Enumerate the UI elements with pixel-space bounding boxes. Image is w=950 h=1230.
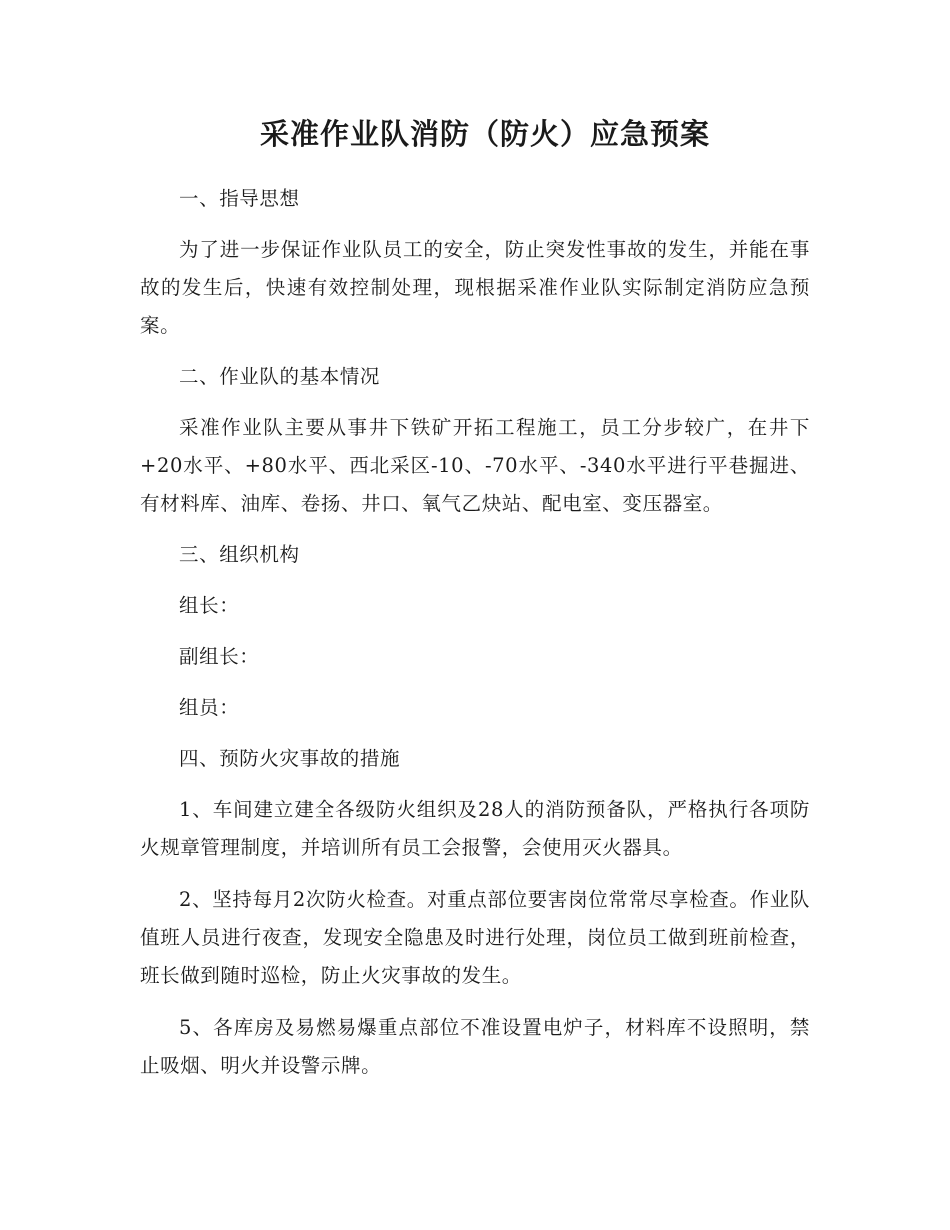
measure-item-5: 5、各库房及易燃易爆重点部位不准设置电炉子，材料库不设照明，禁止吸烟、明火并设警示牌。 [140, 1016, 810, 1077]
org-leader-line: 组长： [179, 594, 240, 617]
paragraph-basic-situation: 采准作业队主要从事井下铁矿开拓工程施工，员工分步较广，在井下+20水平、+80水平、西北采区-10、-70水平、-340水平进行平巷掘进、有材料库、油库、卷扬、井口、氧气乙炔站、配电室、变压器室。 [140, 416, 810, 515]
document-page [140, 108, 810, 1099]
paragraph-guiding-ideology: 为了进一步保证作业队员工的安全，防止突发性事故的发生，并能在事故的发生后，快速有效控制处理，现根据采准作业队实际制定消防应急预案。 [140, 238, 810, 337]
section-heading-prevention-measures: 四、预防火灾事故的措施 [179, 747, 401, 770]
section-heading-guiding-ideology: 一、指导思想 [179, 187, 300, 210]
document-title: 采准作业队消防（防火）应急预案 [259, 117, 710, 151]
measure-item-2: 2、坚持每月2次防火检查。对重点部位要害岗位常常尽享检查。作业队值班人员进行夜查，发现安全隐患及时进行处理，岗位员工做到班前检查，班长做到随时巡检，防止火灾事故的发生。 [140, 888, 810, 987]
measure-item-1: 1、车间建立建全各级防火组织及28人的消防预备队，严格执行各项防火规章管理制度，并培训所有员工会报警，会使用灭火器具。 [140, 798, 810, 859]
org-deputy-leader-line: 副组长： [179, 645, 260, 668]
section-heading-organization: 三、组织机构 [179, 543, 300, 566]
section-heading-basic-situation: 二、作业队的基本情况 [179, 365, 381, 388]
org-members-line: 组员： [179, 696, 240, 719]
